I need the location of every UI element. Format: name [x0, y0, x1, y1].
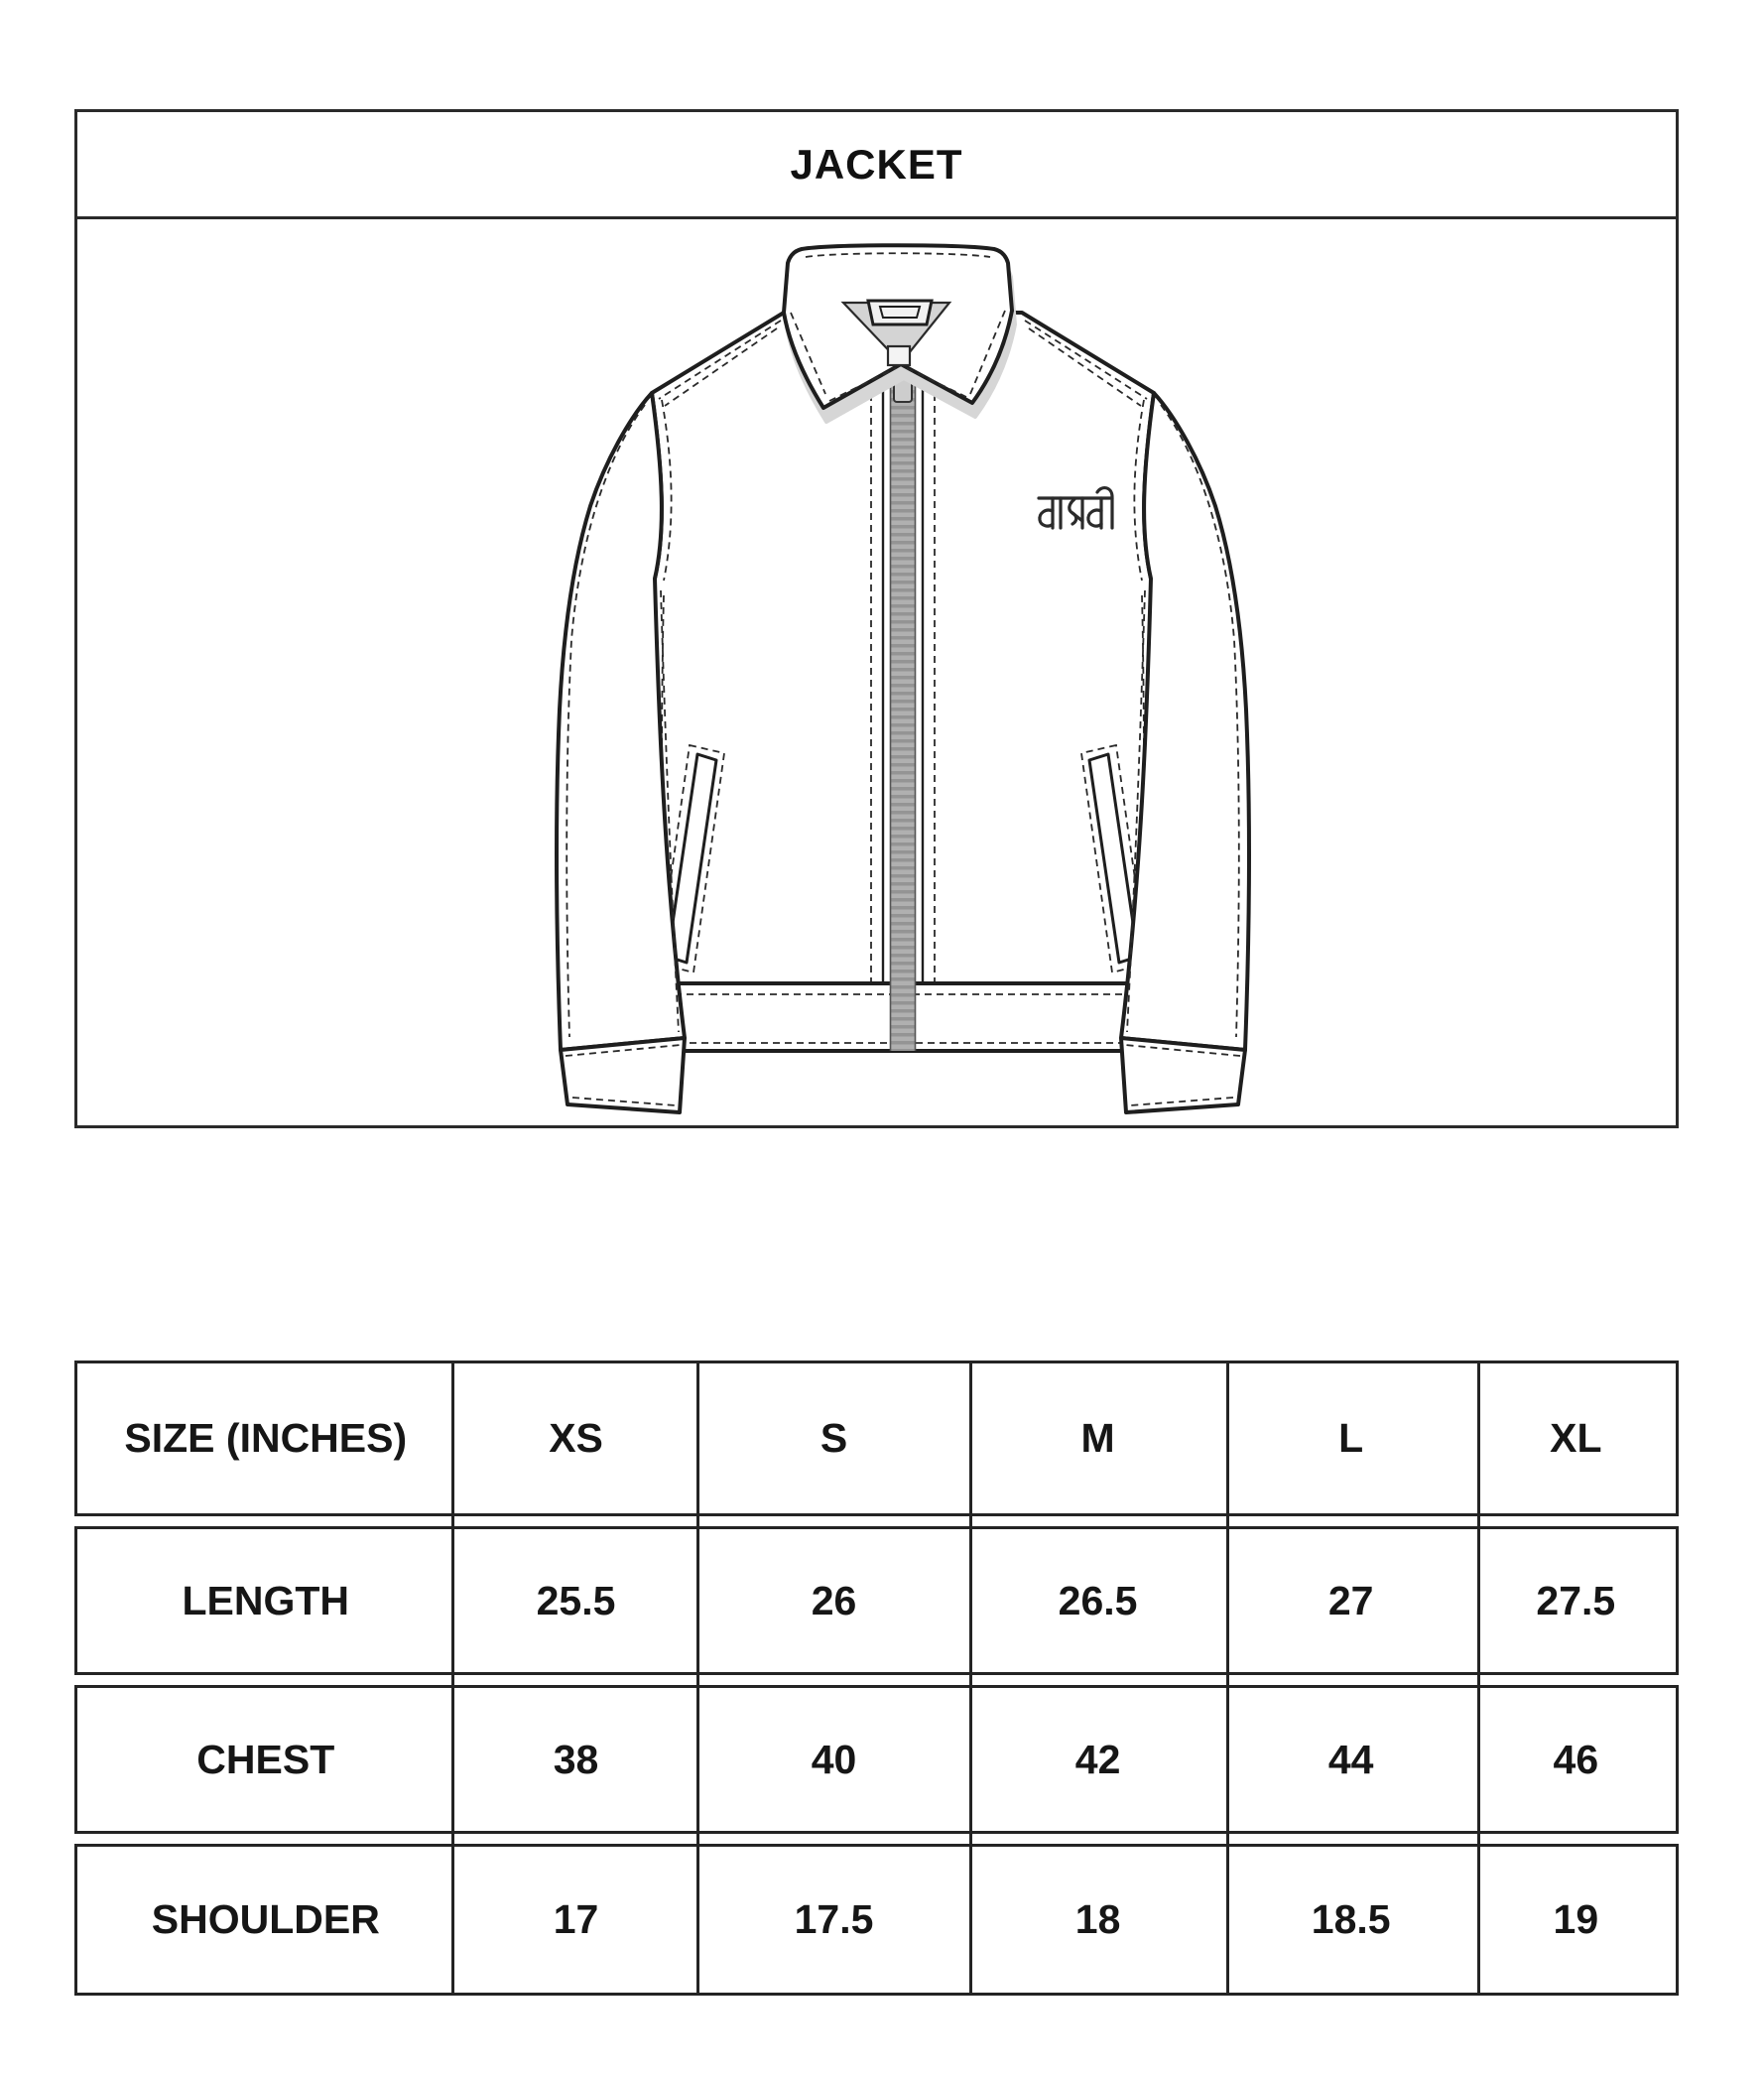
panel-drawing-area: [77, 219, 1676, 1125]
size-table: [74, 1360, 1679, 1996]
header-cell-xl: XL: [1550, 1415, 1602, 1461]
table-row-length: [74, 1526, 1679, 1675]
chest-xs: 38: [553, 1736, 599, 1782]
jacket-technical-drawing: [536, 243, 1270, 1116]
header-cell-m: M: [1080, 1415, 1115, 1461]
header-cell-size-inches: SIZE (INCHES): [124, 1415, 408, 1461]
panel-header: [77, 112, 1676, 219]
column-divider: [451, 1360, 454, 1996]
chest-l: 44: [1327, 1736, 1374, 1782]
shoulder-l: 18.5: [1311, 1896, 1391, 1942]
column-divider: [696, 1360, 699, 1996]
panel-title: JACKET: [790, 140, 963, 188]
shoulder-s: 17.5: [794, 1896, 874, 1942]
column-divider: [1226, 1360, 1229, 1996]
zipper-garage: [888, 346, 910, 365]
table-row-shoulder: [74, 1844, 1679, 1996]
length-xl: 27.5: [1536, 1577, 1616, 1623]
table-row-chest: [74, 1685, 1679, 1834]
header-cell-xs: XS: [549, 1415, 603, 1461]
hanger-loop: [868, 301, 932, 324]
jacket-panel: [74, 109, 1679, 1128]
chest-m: 42: [1074, 1736, 1121, 1782]
header-cell-s: S: [819, 1415, 848, 1461]
chest-xl: 46: [1553, 1736, 1599, 1782]
chest-s: 40: [811, 1736, 857, 1782]
length-s: 26: [811, 1577, 857, 1623]
row-label: CHEST: [196, 1736, 335, 1782]
header-cell-l: L: [1338, 1415, 1364, 1461]
row-label: LENGTH: [182, 1577, 350, 1623]
column-divider: [969, 1360, 972, 1996]
length-m: 26.5: [1058, 1577, 1138, 1623]
column-divider: [1477, 1360, 1480, 1996]
row-label: SHOULDER: [151, 1896, 380, 1942]
shoulder-xl: 19: [1553, 1896, 1599, 1942]
length-xs: 25.5: [536, 1577, 616, 1623]
length-l: 27: [1327, 1577, 1374, 1623]
shoulder-m: 18: [1074, 1896, 1121, 1942]
shoulder-xs: 17: [553, 1896, 599, 1942]
table-header-row: [74, 1360, 1679, 1516]
